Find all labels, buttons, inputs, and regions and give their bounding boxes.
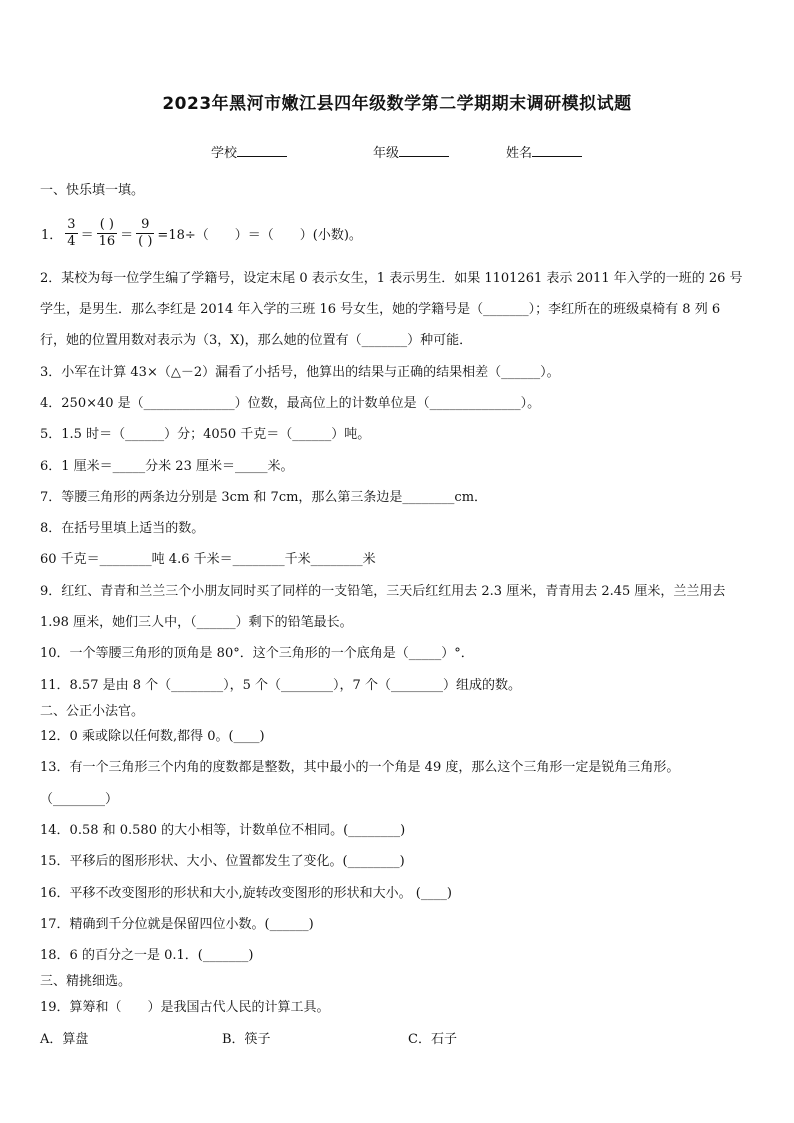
fraction-numerator-blank[interactable]: ( ) xyxy=(97,217,118,234)
fraction-9-blank xyxy=(135,217,155,250)
question-16: 16．平移不改变图形的形状和大小,旋转改变图形的形状和大小。 (____) xyxy=(40,886,452,901)
fraction-numerator: 9 xyxy=(136,217,154,234)
section-heading-2: 二、公正小法官。 xyxy=(40,704,145,719)
question-1 xyxy=(40,210,363,256)
fraction-3-4 xyxy=(64,217,78,250)
question-10: 10．一个等腰三角形的顶角是 80°．这个三角形的一个底角是（_____）°． xyxy=(40,646,474,661)
q1-number: 1． xyxy=(41,227,63,243)
fraction-denominator: 16 xyxy=(98,233,116,249)
question-18: 18．6 的百分之一是 0.1．(_______) xyxy=(40,948,254,963)
equals-sign: ＝ xyxy=(80,227,94,243)
section-heading-3: 三、精挑细选。 xyxy=(40,974,132,989)
school-field xyxy=(211,142,287,161)
question-19: 19．算筹和（ ）是我国古代人民的计算工具。 xyxy=(40,1000,330,1015)
question-2-line-3: 行，她的位置用数对表示为（3，X)，那么她的位置有（_______）种可能． xyxy=(40,333,473,348)
question-13-line-2: （________） xyxy=(40,792,119,807)
question-4: 4．250×40 是（______________）位数，最高位上的计数单位是（______________）。 xyxy=(40,396,541,411)
q19-option-b[interactable]: B．筷子 xyxy=(222,1032,271,1047)
equals-sign: ＝ xyxy=(120,227,134,243)
question-5: 5．1.5 时＝（______）分；4050 千克＝（______）吨。 xyxy=(40,427,371,442)
question-15: 15．平移后的图形形状、大小、位置都发生了变化。(________) xyxy=(40,854,405,869)
grade-blank[interactable] xyxy=(399,143,449,157)
question-9-line-2: 1.98 厘米，她们三人中，（______）剩下的铅笔最长。 xyxy=(40,615,353,630)
school-label: 学校 xyxy=(211,146,238,161)
question-17: 17．精确到千分位就是保留四位小数。(______) xyxy=(40,917,314,932)
question-9-line-1: 9．红红、青青和兰兰三个小朋友同时买了同样的一支铅笔，三天后红红用去 2.3 厘米，青青用去 2.45 厘米，兰兰用去 xyxy=(40,584,726,599)
page-title: 2023年黑河市嫩江县四年级数学第二学期期末调研模拟试题 xyxy=(162,94,632,114)
fraction-denominator-blank[interactable]: ( ) xyxy=(138,233,153,249)
question-13-line-1: 13．有一个三角形三个内角的度数都是整数，其中最小的一个角是 49 度，那么这个三角形一定是锐角三角形。 xyxy=(40,760,680,775)
grade-field xyxy=(373,142,449,161)
name-label: 姓名 xyxy=(506,146,533,161)
question-11: 11．8.57 是由 8 个（________），5 个（________），7 个（________）组成的数。 xyxy=(40,678,521,693)
name-field xyxy=(506,142,582,161)
question-3: 3．小军在计算 43×（△－2）漏看了小括号，他算出的结果与正确的结果相差（______）。 xyxy=(40,365,560,380)
q19-option-a[interactable]: A．算盘 xyxy=(40,1032,89,1047)
question-7: 7．等腰三角形的两条边分别是 3cm 和 7cm，那么第三条边是________cm． xyxy=(40,490,488,505)
grade-label: 年级 xyxy=(373,146,400,161)
question-6: 6．1 厘米＝_____分米 23 厘米＝_____米。 xyxy=(40,459,294,474)
q19-option-c[interactable]: C．石子 xyxy=(408,1032,457,1047)
q1-tail-text: =18÷（ ）＝（ ）(小数)。 xyxy=(157,227,362,243)
question-12: 12．0 乘或除以任何数,都得 0。(____) xyxy=(40,729,265,744)
fraction-numerator: 3 xyxy=(67,216,76,232)
question-8: 8．在括号里填上适当的数。 xyxy=(40,521,205,536)
fraction-blank-16 xyxy=(96,217,119,250)
school-blank[interactable] xyxy=(237,143,287,157)
question-2-line-2: 学生，是男生．那么李红是 2014 年入学的三班 16 号女生，她的学籍号是（_______）；李红所在的班级桌椅有 8 列 6 xyxy=(40,302,721,317)
question-8-blanks: 60 千克＝________吨 4.6 千米＝________千米________米 xyxy=(40,552,376,567)
question-14: 14．0.58 和 0.580 的大小相等，计数单位不相同。(________) xyxy=(40,823,406,838)
section-heading-1: 一、快乐填一填。 xyxy=(40,183,145,198)
question-2-line-1: 2．某校为每一位学生编了学籍号，设定末尾 0 表示女生，1 表示男生．如果 1101261 表示 2011 年入学的一班的 26 号 xyxy=(40,271,743,286)
fraction-denominator: 4 xyxy=(67,233,76,249)
name-blank[interactable] xyxy=(532,143,582,157)
